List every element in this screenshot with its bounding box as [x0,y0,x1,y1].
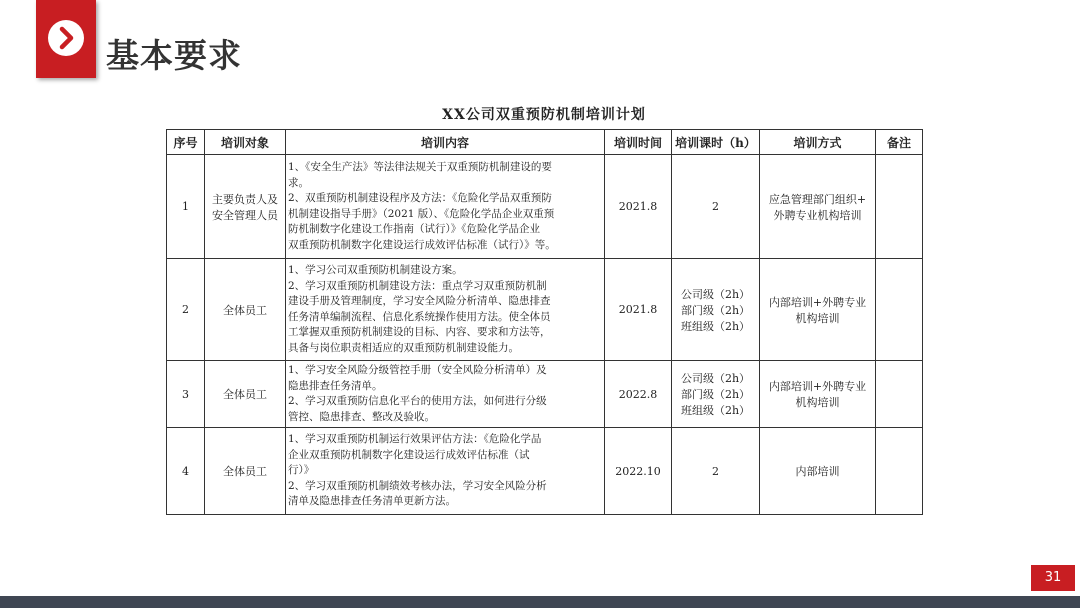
table-row [167,361,923,428]
hours-line: 班组级（2h） [680,319,751,333]
content-line: 工掌握双重预防机制建设的目标、内容、要求和方法等， [288,326,551,338]
content-line: 行）》 [288,464,315,477]
page-number: 31 [1031,565,1075,591]
content-line: 防机制数字化建设工作指南（试行）》《危险化学品企业 [288,223,540,235]
content-line: 具备与岗位职责相适应的双重预防机制建设能力。 [288,341,519,354]
chevron-right-icon [48,20,84,56]
hours-line: 2 [712,200,719,213]
cell-method [760,428,876,515]
content-line: 1、学习双重预防机制运行效果评估方法：《危险化学品 [288,433,542,446]
target-line: 安全管理人员 [212,208,278,222]
cell-no: 4 [167,428,205,515]
hours-line: 部门级（2h） [680,303,751,317]
cell-time: 2022.8 [605,361,672,428]
cell-hours [672,155,760,259]
training-plan-table [166,129,923,515]
target-line: 全体员工 [223,388,267,401]
method-line: 机构培训 [795,311,840,325]
content-line: 隐患排查任务清单。 [288,379,383,392]
hours-line: 部门级（2h） [680,388,751,401]
content-line: 2、学习双重预防信息化平台的使用方法，如何进行分级 [288,395,547,407]
method-line: 机构培训 [795,396,840,409]
bottom-bar [0,596,1080,608]
target-line: 全体员工 [223,303,267,317]
cell-method [760,155,876,259]
method-line: 内部培训 [795,465,840,478]
cell-target [205,361,286,428]
table-row [167,259,923,361]
header-content: 培训内容 [286,130,605,155]
method-line: 内部培训+外聘专业 [768,295,867,309]
cell-note [876,155,923,259]
header-method: 培训方式 [760,130,876,155]
cell-content [286,259,605,361]
table-row [167,155,923,259]
content-line: 求。 [288,176,309,189]
cell-no: 3 [167,361,205,428]
hours-line: 公司级（2h） [680,372,751,385]
content-line: 建设手册及管理制度，学习安全风险分析清单、隐患排查 [288,295,551,307]
cell-note [876,361,923,428]
cell-content [286,428,605,515]
table-row [167,428,923,515]
cell-target [205,155,286,259]
title-badge [36,0,96,78]
method-line: 内部培训+外聘专业 [768,380,867,393]
cell-no: 2 [167,259,205,361]
cell-note [876,428,923,515]
content-line: 1、学习公司双重预防机制建设方案。 [288,264,463,276]
cell-method [760,259,876,361]
cell-method [760,361,876,428]
slide-title: 基本要求 [106,36,242,75]
cell-target [205,428,286,515]
content-line: 清单及隐患排查任务清单更新方法。 [288,495,456,508]
cell-time: 2021.8 [605,155,672,259]
content-line: 机制建设指导手册》（2021 版）、《危险化学品企业双重预 [288,207,555,220]
cell-no: 1 [167,155,205,259]
cell-hours [672,428,760,515]
cell-content [286,361,605,428]
header-note: 备注 [876,130,923,155]
header-target: 培训对象 [205,130,286,155]
header-hours: 培训课时（h） [672,130,760,155]
target-line: 全体员工 [223,465,267,478]
table-header-row [167,130,923,155]
hours-line: 班组级（2h） [680,404,751,417]
hours-line: 2 [712,464,719,478]
cell-target [205,259,286,361]
cell-time: 2021.8 [605,259,672,361]
target-line: 主要负责人及 [212,192,278,206]
cell-hours [672,361,760,428]
hours-line: 公司级（2h） [680,287,751,301]
content-line: 2、双重预防机制建设程序及方法：《危险化学品双重预防 [288,192,552,204]
method-line: 应急管理部门组织+ [768,192,867,206]
cell-note [876,259,923,361]
content-line: 任务清单编制流程、信息化系统操作使用方法。使全体员 [288,310,551,323]
content-line: 1、《安全生产法》等法律法规关于双重预防机制建设的要 [288,161,552,173]
content-line: 企业双重预防机制数字化建设运行成效评估标准（试 [288,448,530,461]
content-line: 管控、隐患排查、整改及验收。 [288,410,435,423]
content-line: 2、学习双重预防机制建设方法：重点学习双重预防机制 [288,279,547,292]
content-line: 1、学习安全风险分级管控手册（安全风险分析清单）及 [288,364,547,376]
table-caption: XX公司双重预防机制培训计划 [442,107,646,123]
header-time: 培训时间 [605,130,672,155]
cell-time: 2022.10 [605,428,672,515]
cell-content [286,155,605,259]
header-no: 序号 [167,130,205,155]
content-line: 双重预防机制数字化建设运行成效评估标准（试行）》等。 [288,238,556,251]
content-line: 2、学习双重预防机制绩效考核办法，学习安全风险分析 [288,479,547,492]
cell-hours [672,259,760,361]
method-line: 外聘专业机构培训 [773,208,862,222]
